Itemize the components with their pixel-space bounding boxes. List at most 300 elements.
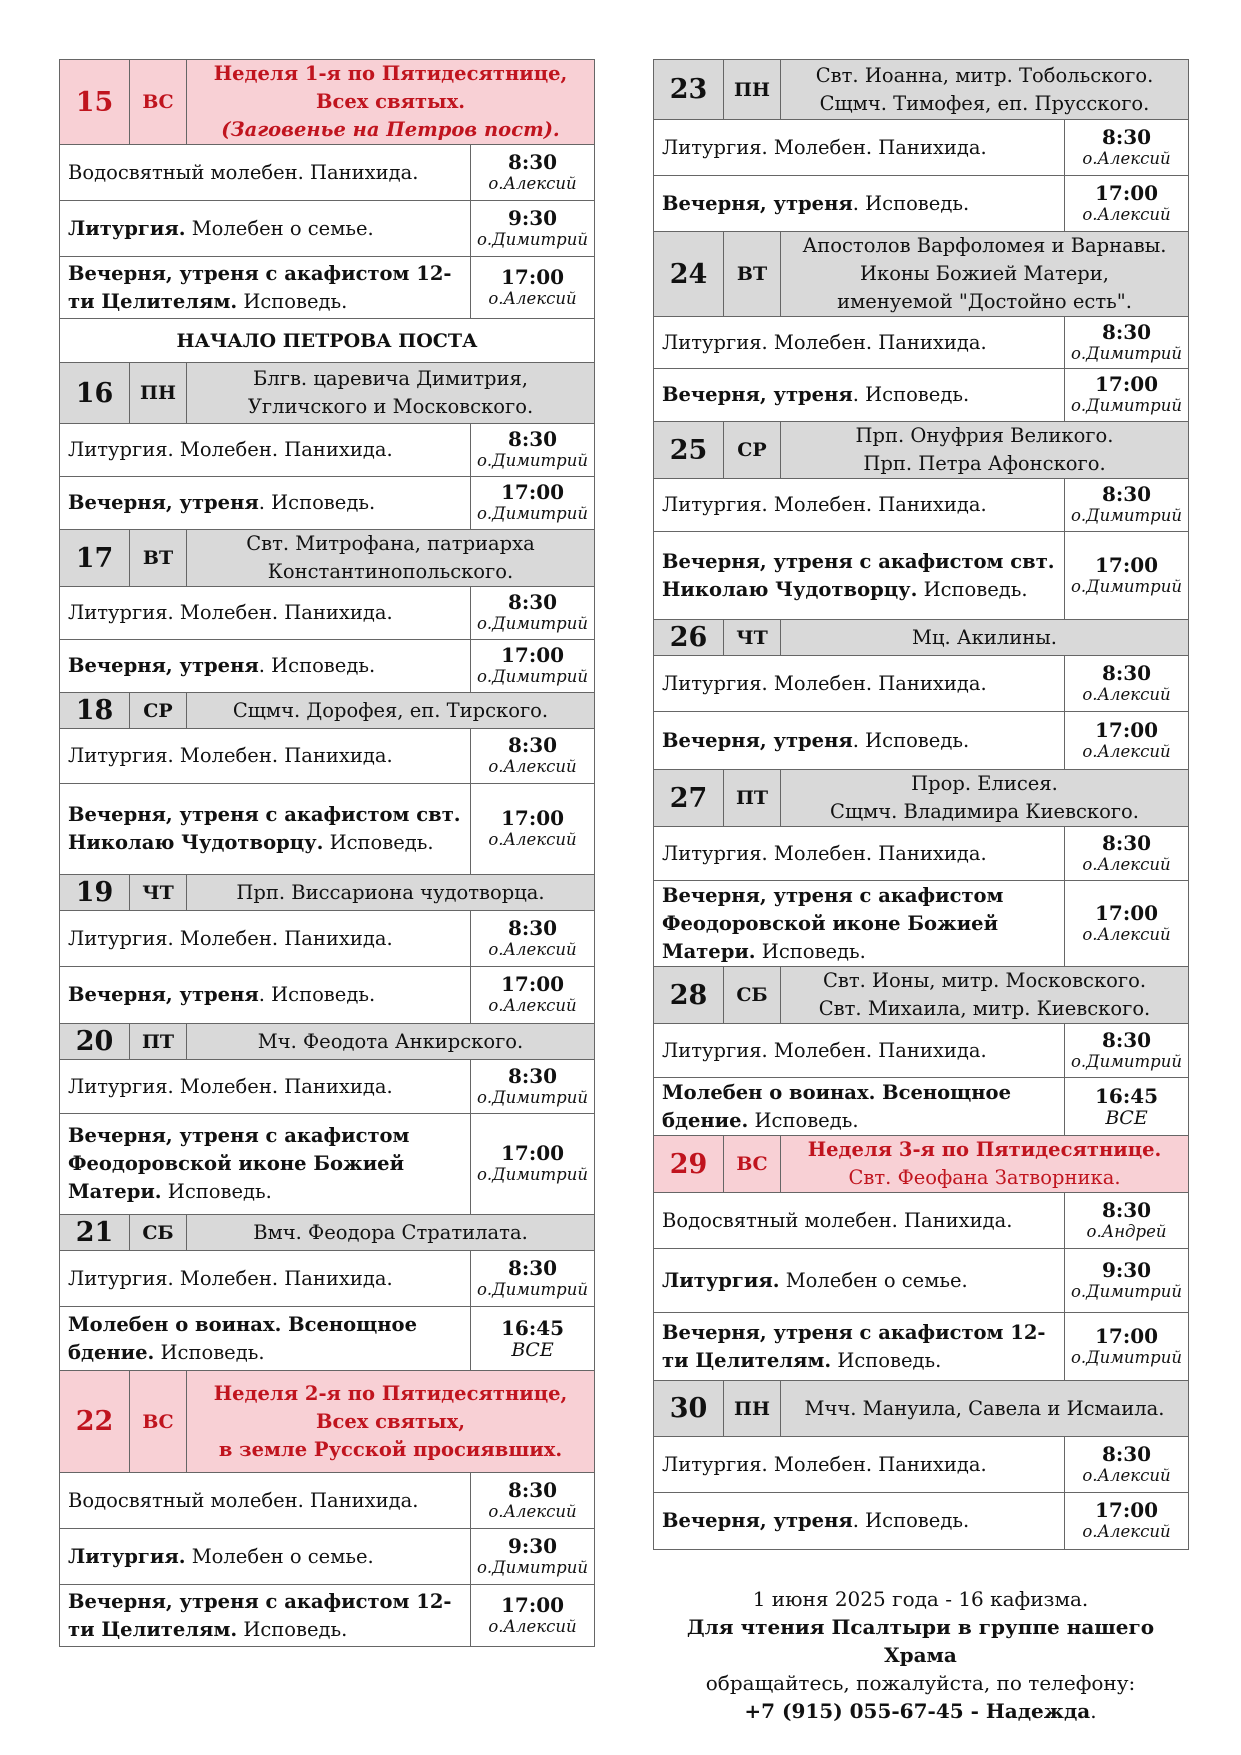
priest-name: о.Алексий <box>1082 684 1171 704</box>
day-number: 27 <box>654 770 724 827</box>
service-row <box>60 1060 595 1114</box>
service-extra: Исповедь. <box>237 289 348 313</box>
service-extra: . Исповедь. <box>258 654 376 677</box>
service-description <box>654 1437 1065 1493</box>
service-time: 8:30 <box>507 590 558 614</box>
service-row <box>60 1529 595 1585</box>
service-row <box>654 532 1189 620</box>
service-extra: Водосвятный молебен. Панихида. <box>68 160 419 184</box>
feast-title <box>187 875 595 911</box>
weekday: СБ <box>130 1215 187 1251</box>
priest-name: о.Димитрий <box>477 229 588 249</box>
service-description <box>60 424 471 477</box>
service-description <box>60 729 471 784</box>
service-description <box>654 1078 1065 1136</box>
feast-line: Неделя 2-я по Пятидесятнице, <box>213 1381 568 1405</box>
service-extra: Литургия. Молебен. Панихида. <box>662 1038 987 1062</box>
feast-title <box>781 770 1189 827</box>
priest-name: о.Алексий <box>1082 1522 1171 1541</box>
service-description <box>60 784 471 875</box>
service-description <box>60 911 471 967</box>
priest-name: о.Димитрий <box>1071 576 1182 596</box>
service-extra: . Исповедь. <box>258 491 376 514</box>
priest-name: о.Димитрий <box>1071 1051 1182 1071</box>
service-extra: Молебен о семье. <box>779 1268 968 1292</box>
service-time-cell <box>1065 1313 1189 1381</box>
service-time-cell <box>1065 1193 1189 1249</box>
service-time: 8:30 <box>1101 830 1152 855</box>
weekday: ЧТ <box>130 875 187 911</box>
service-extra: Литургия. Молебен. Панихида. <box>662 330 987 354</box>
priest-name: о.Димитрий <box>477 667 588 686</box>
service-time-cell <box>471 587 595 640</box>
weekday: ПН <box>724 1381 781 1437</box>
service-row <box>60 1251 595 1307</box>
feast-line: Свт. Митрофана, патриарха <box>246 532 535 555</box>
feast-line: Сщмч. Дорофея, еп. Тирского. <box>232 698 549 722</box>
service-time-cell <box>1065 1493 1189 1550</box>
feast-line: Всех святых, <box>315 1409 466 1433</box>
service-time: 17:00 <box>1094 180 1159 205</box>
service-row <box>654 176 1189 232</box>
service-extra: . Исповедь. <box>258 983 376 1006</box>
service-description <box>60 1251 471 1307</box>
service-time: 17:00 <box>500 643 565 667</box>
service-description <box>654 827 1065 881</box>
service-extra: Литургия. Молебен. Панихида. <box>662 1452 987 1476</box>
service-time-cell <box>1065 369 1189 422</box>
day-header-row <box>654 967 1189 1024</box>
priest-name: о.Алексий <box>1082 204 1171 224</box>
feast-line: Неделя 1-я по Пятидесятнице, <box>213 62 568 85</box>
feast-title <box>781 1381 1189 1437</box>
priest-name: о.Димитрий <box>477 504 588 523</box>
service-row <box>654 656 1189 712</box>
service-time: 8:30 <box>507 427 558 451</box>
service-main: Вечерня, утреня с акафистом свт. Николаю Чудотворцу. <box>662 549 1055 601</box>
service-description <box>60 477 471 530</box>
day-number: 28 <box>654 967 724 1024</box>
service-extra: Исповедь. <box>161 1180 272 1203</box>
feast-line: Свт. Ионы, митр. Московского. <box>822 969 1147 992</box>
day-header-row <box>654 60 1189 120</box>
day-header-row <box>654 770 1189 827</box>
priest-name: о.Димитрий <box>477 614 588 633</box>
feast-line: Всех святых. <box>315 90 466 113</box>
priest-name: о.Димитрий <box>1071 396 1182 415</box>
service-time-cell <box>1065 1249 1189 1313</box>
day-number: 19 <box>60 875 130 911</box>
priest-name: о.Алексий <box>1082 1465 1171 1485</box>
weekday: ВС <box>724 1136 781 1193</box>
service-time-cell <box>1065 479 1189 532</box>
service-main: Вечерня, утреня с акафистом 12-ти Целителям. <box>662 1320 1046 1372</box>
service-description <box>654 532 1065 620</box>
service-time-cell <box>471 1060 595 1114</box>
service-description <box>654 120 1065 176</box>
feast-title <box>187 693 595 729</box>
service-time-cell <box>1065 881 1189 967</box>
service-extra: Литургия. Молебен. Панихида. <box>662 493 987 516</box>
service-time: 17:00 <box>1094 372 1159 396</box>
service-time: 17:00 <box>500 972 565 996</box>
service-description <box>654 1024 1065 1078</box>
feast-line: Мч. Феодота Анкирского. <box>257 1029 524 1053</box>
service-description <box>60 1114 471 1215</box>
priest-name: о.Алексий <box>488 757 577 776</box>
service-time: 17:00 <box>500 264 565 289</box>
service-time-cell <box>471 424 595 477</box>
service-row <box>654 827 1189 881</box>
service-description <box>60 257 471 319</box>
day-header-row <box>654 1136 1189 1193</box>
feast-title <box>187 60 595 145</box>
service-description <box>654 1249 1065 1313</box>
day-number: 23 <box>654 60 724 120</box>
service-time: 9:30 <box>507 205 558 230</box>
service-row <box>60 424 595 477</box>
service-time-cell <box>471 784 595 875</box>
service-time-cell <box>471 911 595 967</box>
feast-line: Прп. Виссариона чудотворца. <box>236 880 545 904</box>
day-number: 17 <box>60 530 130 587</box>
service-time-cell <box>471 145 595 201</box>
weekday: ПТ <box>724 770 781 827</box>
weekday: ПН <box>130 363 187 424</box>
service-time: 17:00 <box>1094 1323 1159 1348</box>
day-number: 20 <box>60 1024 130 1060</box>
service-row <box>654 1024 1189 1078</box>
feast-line: Иконы Божией Матери, <box>860 262 1109 285</box>
feast-line: Апостолов Варфоломея и Варнавы. <box>802 234 1167 257</box>
service-main: Вечерня, утреня <box>68 983 259 1006</box>
day-number: 15 <box>60 60 130 145</box>
service-time-cell <box>471 1251 595 1307</box>
service-row <box>60 784 595 875</box>
service-main: Молебен о воинах. Всенощное бдение. <box>68 1312 417 1364</box>
service-row <box>60 257 595 319</box>
service-description <box>60 640 471 693</box>
service-time-cell <box>471 967 595 1024</box>
feast-note: (Заговенье на Петров пост). <box>221 118 560 141</box>
priest-name: о.Димитрий <box>477 1279 588 1299</box>
footer-note <box>653 1585 1188 1725</box>
service-time: 8:30 <box>507 733 558 757</box>
weekday: ВТ <box>130 530 187 587</box>
service-description <box>60 145 471 201</box>
priest-name: о.Алексий <box>488 1616 577 1636</box>
priest-name: о.Алексий <box>1082 741 1171 761</box>
weekday: ЧТ <box>724 620 781 656</box>
service-description <box>654 1313 1065 1381</box>
day-header-row <box>60 1024 595 1060</box>
priest-name: о.Алексий <box>488 996 577 1015</box>
feast-line: Сщмч. Владимира Киевского. <box>830 800 1139 823</box>
service-extra: Исповедь. <box>755 939 866 963</box>
kathisma-note: 1 июня 2025 года - 16 кафизма. <box>752 1587 1089 1611</box>
service-time-cell <box>1065 1024 1189 1078</box>
service-time-cell <box>1065 1078 1189 1136</box>
service-row <box>654 1493 1189 1550</box>
day-number: 25 <box>654 422 724 479</box>
weekday: ВС <box>130 1371 187 1473</box>
service-row <box>654 317 1189 369</box>
day-number: 29 <box>654 1136 724 1193</box>
day-header-row <box>654 422 1189 479</box>
service-row <box>654 1437 1189 1493</box>
day-header-row <box>60 875 595 911</box>
priest-name: о.Алексий <box>1082 854 1171 874</box>
service-row <box>60 1307 595 1371</box>
service-time-cell <box>1065 176 1189 232</box>
priest-name: ВСЕ <box>1105 1106 1148 1129</box>
service-time: 17:00 <box>500 1141 565 1165</box>
feast-title <box>187 363 595 424</box>
priest-name: о.Димитрий <box>477 1557 588 1577</box>
service-main: Литургия. <box>68 216 186 240</box>
service-time: 8:30 <box>1101 1441 1152 1466</box>
service-time-cell <box>1065 1437 1189 1493</box>
service-extra: Исповедь. <box>831 1348 942 1372</box>
priest-name: о.Димитрий <box>477 451 588 470</box>
weekday: СР <box>724 422 781 479</box>
service-time: 8:30 <box>507 149 558 174</box>
service-extra: Литургия. Молебен. Панихида. <box>68 601 393 624</box>
schedule-table-right <box>653 59 1189 1550</box>
service-time-cell <box>1065 120 1189 176</box>
service-row <box>654 712 1189 770</box>
day-number: 18 <box>60 693 130 729</box>
feast-line: Прп. Петра Афонского. <box>863 452 1106 475</box>
feast-title <box>781 422 1189 479</box>
service-time: 17:00 <box>1094 1498 1159 1522</box>
day-header-row <box>654 232 1189 317</box>
feast-line-secondary: Свт. Феофана Затворника. <box>848 1166 1121 1189</box>
priest-name: о.Алексий <box>488 288 577 308</box>
service-description <box>60 1307 471 1371</box>
service-description <box>654 176 1065 232</box>
service-time-cell <box>1065 827 1189 881</box>
feast-line: Прор. Елисея. <box>911 772 1058 795</box>
priest-name: о.Димитрий <box>1071 506 1182 525</box>
day-header-row <box>60 60 595 145</box>
service-description <box>60 1060 471 1114</box>
contact-note: обращайтесь, пожалуйста, по телефону: <box>705 1671 1136 1695</box>
priest-name: о.Димитрий <box>1071 1347 1182 1367</box>
weekday: ПТ <box>130 1024 187 1060</box>
service-extra: . Исповедь. <box>852 1509 970 1532</box>
service-row <box>654 1193 1189 1249</box>
feast-line: Константинопольского. <box>267 560 514 583</box>
day-number: 21 <box>60 1215 130 1251</box>
priest-name: о.Андрей <box>1086 1221 1167 1241</box>
service-time-cell <box>1065 712 1189 770</box>
priest-name: о.Алексий <box>1082 148 1171 168</box>
service-row <box>654 1249 1189 1313</box>
service-time: 8:30 <box>1101 482 1152 506</box>
service-extra: Литургия. Молебен. Панихида. <box>68 1266 393 1290</box>
service-description <box>654 479 1065 532</box>
feast-line: Угличского и Московского. <box>247 395 534 418</box>
feast-line: Блгв. царевича Димитрия, <box>253 367 528 390</box>
service-extra: Литургия. Молебен. Панихида. <box>68 926 393 950</box>
service-description <box>654 1493 1065 1550</box>
feast-line: именуемой "Достойно есть". <box>837 290 1132 313</box>
service-extra: Исповедь. <box>748 1108 859 1132</box>
service-description <box>60 201 471 257</box>
service-row <box>60 1473 595 1529</box>
feast-title <box>781 60 1189 120</box>
day-header-row <box>60 530 595 587</box>
priest-name: о.Алексий <box>488 830 577 849</box>
service-extra: Литургия. Молебен. Панихида. <box>68 1074 393 1098</box>
service-time: 8:30 <box>1101 660 1152 685</box>
service-row <box>60 477 595 530</box>
service-extra: Исповедь. <box>154 1340 265 1364</box>
service-extra: . Исповедь. <box>852 191 970 215</box>
service-main: Вечерня, утреня <box>68 654 259 677</box>
weekday: ВС <box>130 60 187 145</box>
service-main: Литургия. <box>662 1268 780 1292</box>
feast-line: Вмч. Феодора Стратилата. <box>253 1220 528 1244</box>
service-description <box>654 317 1065 369</box>
service-time: 8:30 <box>1101 1027 1152 1052</box>
service-description <box>60 1585 471 1647</box>
service-time: 9:30 <box>507 1533 558 1558</box>
feast-line: Мчч. Мануила, Савела и Исмаила. <box>804 1396 1165 1420</box>
service-row <box>60 911 595 967</box>
service-main: Молебен о воинах. Всенощное бдение. <box>662 1080 1011 1132</box>
priest-name: о.Алексий <box>488 939 577 959</box>
service-extra: Литургия. Молебен. Панихида. <box>68 744 393 767</box>
service-row <box>60 145 595 201</box>
service-main: Вечерня, утреня <box>662 191 853 215</box>
day-header-row <box>60 363 595 424</box>
service-row <box>60 587 595 640</box>
service-time: 8:30 <box>1101 124 1152 149</box>
service-time: 9:30 <box>1101 1257 1152 1282</box>
service-time-cell <box>471 729 595 784</box>
feast-title <box>187 530 595 587</box>
service-time: 16:45 <box>500 1315 565 1340</box>
service-row <box>60 640 595 693</box>
feast-title <box>781 620 1189 656</box>
priest-name: о.Димитрий <box>1071 1281 1182 1301</box>
service-main: Вечерня, утреня <box>662 1509 853 1532</box>
service-time-cell <box>471 1114 595 1215</box>
service-time-cell <box>471 1529 595 1585</box>
service-time-cell <box>471 640 595 693</box>
day-header-row <box>60 1371 595 1473</box>
service-row <box>60 729 595 784</box>
service-extra: Водосвятный молебен. Панихида. <box>662 1208 1013 1232</box>
service-extra: Водосвятный молебен. Панихида. <box>68 1488 419 1512</box>
service-row <box>654 1078 1189 1136</box>
day-header-row <box>654 620 1189 656</box>
service-main: Вечерня, утреня <box>662 383 853 406</box>
weekday: ВТ <box>724 232 781 317</box>
service-description <box>654 881 1065 967</box>
service-row <box>60 967 595 1024</box>
priest-name: о.Алексий <box>488 1501 577 1521</box>
service-time: 8:30 <box>507 1255 558 1280</box>
service-time: 8:30 <box>507 1477 558 1502</box>
service-main: Вечерня, утреня <box>662 728 853 752</box>
day-number: 22 <box>60 1371 130 1473</box>
service-main: Вечерня, утреня <box>68 491 259 514</box>
service-description <box>60 587 471 640</box>
lent-banner-row <box>60 319 595 363</box>
service-description <box>654 656 1065 712</box>
priest-name: о.Димитрий <box>1071 343 1182 363</box>
service-row <box>654 369 1189 422</box>
service-description <box>60 1473 471 1529</box>
service-time: 17:00 <box>1094 552 1159 577</box>
service-extra: Литургия. Молебен. Панихида. <box>662 135 987 159</box>
day-number: 30 <box>654 1381 724 1437</box>
feast-title <box>781 1136 1189 1193</box>
service-row <box>60 201 595 257</box>
feast-line: Прп. Онуфрия Великого. <box>855 424 1114 447</box>
feast-line: Мц. Акилины. <box>912 625 1057 649</box>
schedule-left-column <box>59 59 594 1647</box>
priest-name: о.Алексий <box>488 173 577 193</box>
service-time: 17:00 <box>500 806 565 830</box>
feast-line: Сщмч. Тимофея, еп. Прусского. <box>819 91 1150 115</box>
day-number: 16 <box>60 363 130 424</box>
service-time: 17:00 <box>500 1592 565 1617</box>
priest-name: о.Димитрий <box>477 1165 588 1184</box>
priest-name: ВСЕ <box>511 1338 554 1361</box>
service-main: Вечерня, утреня с акафистом Феодоровской иконе Божией Матери. <box>68 1124 410 1203</box>
service-time-cell <box>471 1585 595 1647</box>
service-time-cell <box>471 201 595 257</box>
lent-banner: НАЧАЛО ПЕТРОВА ПОСТА <box>60 319 595 363</box>
service-time: 8:30 <box>507 1063 558 1088</box>
service-extra: Литургия. Молебен. Панихида. <box>662 841 987 865</box>
schedule-table-left <box>59 59 595 1647</box>
weekday: ПН <box>724 60 781 120</box>
service-time-cell <box>1065 532 1189 620</box>
service-extra: Литургия. Молебен. Панихида. <box>68 438 393 461</box>
service-time-cell <box>471 1307 595 1371</box>
service-time-cell <box>1065 317 1189 369</box>
service-extra: Молебен о семье. <box>185 1544 374 1568</box>
feast-title <box>187 1215 595 1251</box>
schedule-right-column <box>653 59 1188 1550</box>
service-row <box>654 1313 1189 1381</box>
service-time-cell <box>1065 656 1189 712</box>
service-time-cell <box>471 257 595 319</box>
weekday: СР <box>130 693 187 729</box>
weekday: СБ <box>724 967 781 1024</box>
feast-line: Свт. Иоанна, митр. Тобольского. <box>815 63 1154 87</box>
service-row <box>60 1585 595 1647</box>
contact-phone: +7 (915) 055-67-45 - Надежда. <box>744 1699 1097 1723</box>
service-main: Вечерня, утреня с акафистом свт. Николаю Чудотворцу. <box>68 803 461 854</box>
psalter-reading-note: Для чтения Псалтыри в группе нашего Храма <box>686 1615 1155 1667</box>
service-description <box>654 1193 1065 1249</box>
feast-title <box>781 232 1189 317</box>
service-description <box>654 712 1065 770</box>
service-description <box>654 369 1065 422</box>
service-time: 17:00 <box>500 480 565 504</box>
service-time: 8:30 <box>1101 319 1152 344</box>
day-header-row <box>60 693 595 729</box>
day-header-row <box>654 1381 1189 1437</box>
service-row <box>60 1114 595 1215</box>
service-time: 16:45 <box>1094 1083 1159 1108</box>
